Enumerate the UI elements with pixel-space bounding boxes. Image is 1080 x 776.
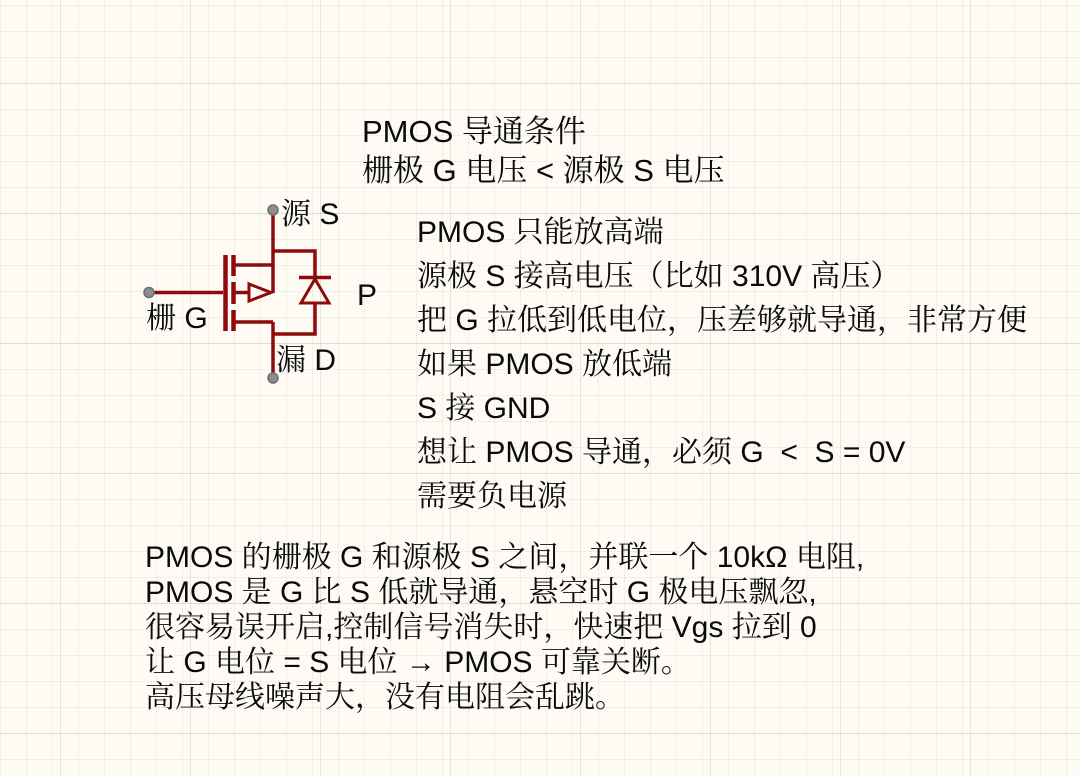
note-line: 如果 PMOS 放低端 [417,348,673,381]
source-pin-label[interactable]: 源 S [281,198,340,231]
pmos-arrow [249,284,271,301]
note-line: PMOS 的栅极 G 和源极 S 之间，并联一个 10kΩ 电阻, [145,541,865,574]
note-line: S 接 GND [417,392,551,425]
note-line: 让 G 电位 = S 电位 → PMOS 可靠关断。 [145,646,691,679]
note-line: PMOS 是 G 比 S 低就导通，悬空时 G 极电压飘忽, [145,576,817,609]
diode-triangle [301,279,329,303]
note-line: 高压母线噪声大，没有电阻会乱跳。 [145,681,625,714]
note-line: 源极 S 接高电压（比如 310V 高压） [417,260,901,293]
note-line: 很容易误开启,控制信号消失时，快速把 Vgs 拉到 0 [145,611,817,644]
body-diode-top-rail [273,251,315,277]
gate-pin-label[interactable]: 栅 G [146,302,208,335]
note-line: 想让 PMOS 导通，必须 G < S = 0V [417,436,906,469]
note-line: PMOS 只能放高端 [417,216,664,249]
note-line: 把 G 拉低到低电位，压差够就导通，非常方便 [417,304,1028,337]
transistor-type-label[interactable]: P [357,279,378,312]
pulldown-resistor-notes[interactable] [145,540,864,715]
drain-pin-label[interactable]: 漏 D [276,344,336,377]
body-diode-bottom-rail [273,303,315,334]
source-pin[interactable] [268,205,278,215]
gate-pin[interactable] [144,288,154,298]
title-note[interactable] [362,112,725,190]
high-side-notes[interactable] [417,211,1027,519]
title-line: PMOS 导通条件 [362,114,586,149]
note-line: 需要负电源 [417,480,567,513]
title-line: 栅极 G 电压 < 源极 S 电压 [362,153,725,188]
